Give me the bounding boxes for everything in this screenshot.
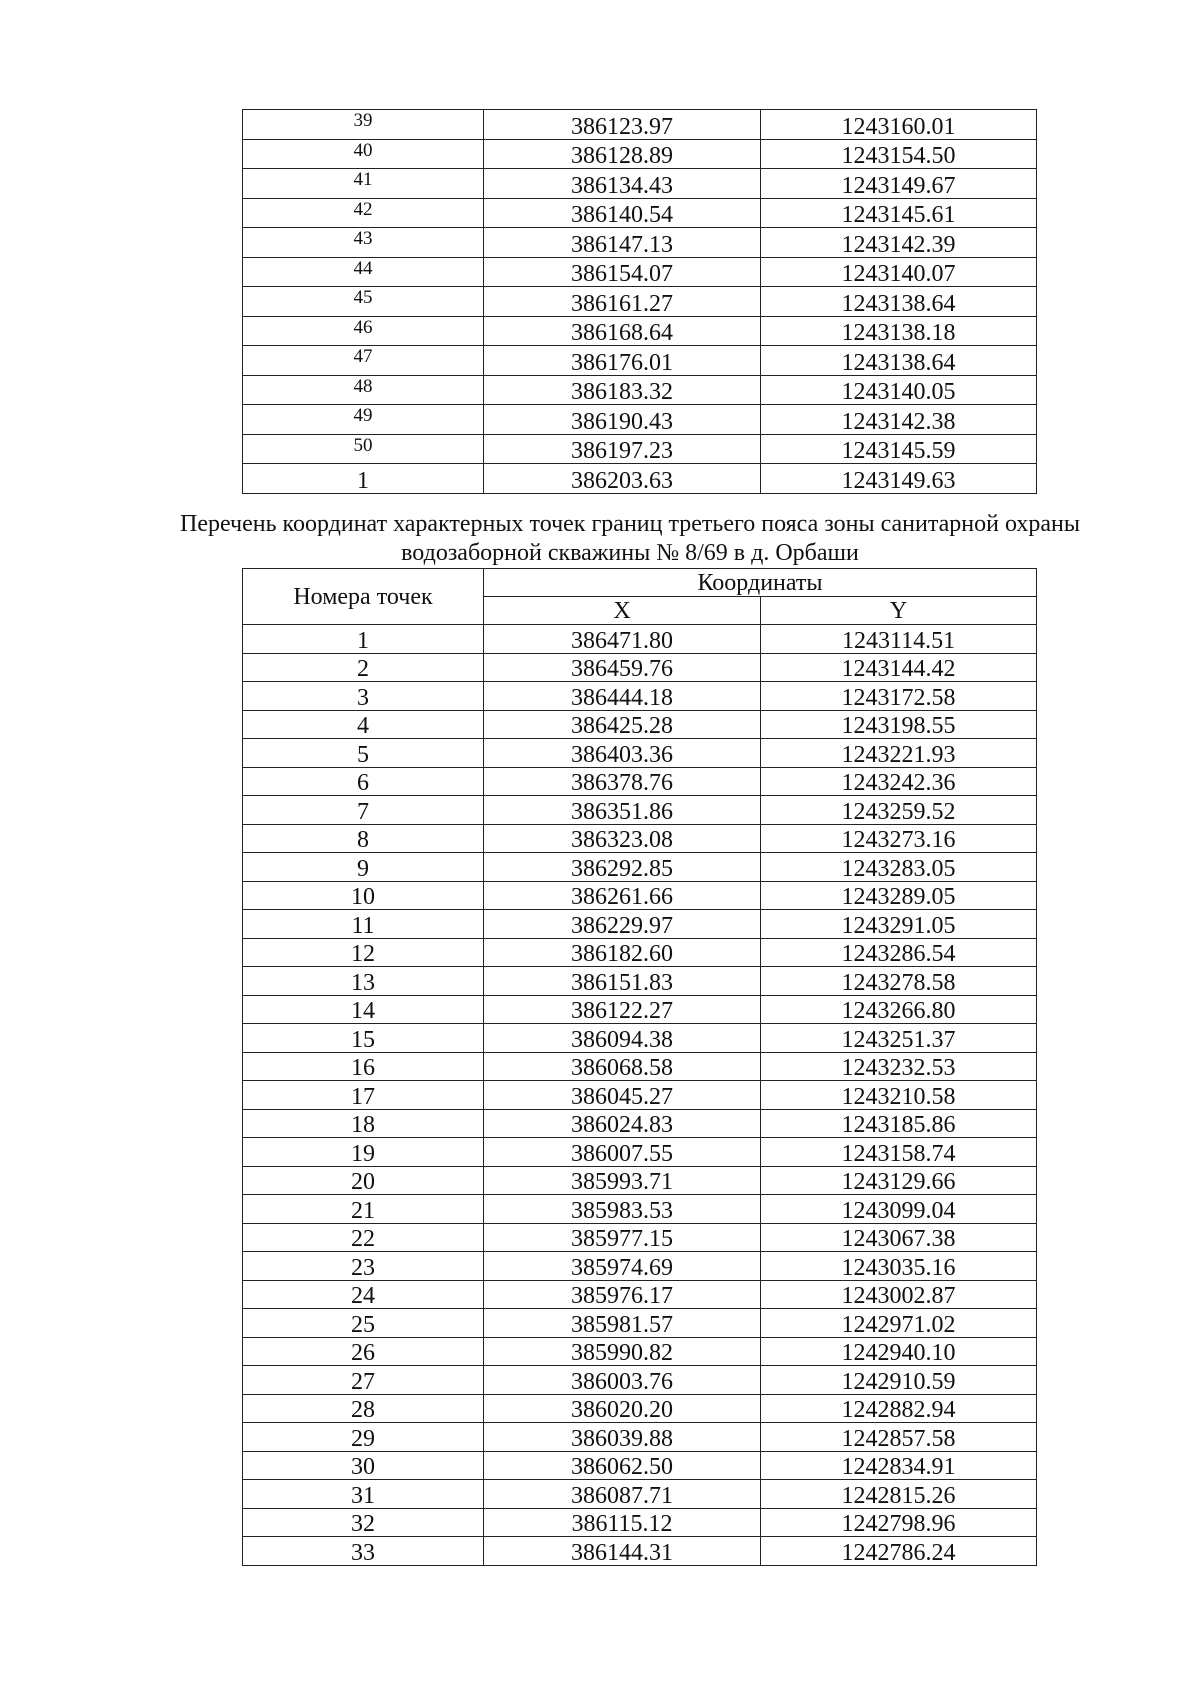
zone3-table-row: [243, 1024, 1037, 1053]
header-coordinates: Координаты: [484, 569, 1037, 597]
zone3-table-row: [243, 1223, 1037, 1252]
zone3-table-row: [243, 1052, 1037, 1081]
point-number-cell: 1: [243, 464, 484, 494]
x-coordinate-cell: 386292.85: [484, 853, 761, 882]
zone3-table-row: [243, 1423, 1037, 1452]
point-number-cell: 49: [243, 405, 484, 435]
x-coordinate-cell: 386261.66: [484, 881, 761, 910]
x-coordinate-cell: 386168.64: [484, 316, 761, 346]
x-coordinate-cell: 386378.76: [484, 767, 761, 796]
y-coordinate-cell: 1243149.63: [761, 464, 1037, 494]
x-coordinate-cell: 386024.83: [484, 1109, 761, 1138]
y-coordinate-cell: 1243289.05: [761, 881, 1037, 910]
continued-table-row: [243, 375, 1037, 405]
continued-table-row: [243, 139, 1037, 169]
y-coordinate-cell: 1243251.37: [761, 1024, 1037, 1053]
continued-table-row: [243, 198, 1037, 228]
point-number-cell: 27: [243, 1366, 484, 1395]
zone3-table-row: [243, 1309, 1037, 1338]
x-coordinate-cell: 386154.07: [484, 257, 761, 287]
y-coordinate-cell: 1243140.05: [761, 375, 1037, 405]
x-coordinate-cell: 386122.27: [484, 995, 761, 1024]
zone3-table-row: [243, 1480, 1037, 1509]
zone3-table-row: [243, 824, 1037, 853]
point-number-cell: 43: [243, 228, 484, 258]
x-coordinate-cell: 385981.57: [484, 1309, 761, 1338]
zone3-table-row: [243, 1537, 1037, 1566]
x-coordinate-cell: 385977.15: [484, 1223, 761, 1252]
point-number-cell: 48: [243, 375, 484, 405]
y-coordinate-cell: 1243273.16: [761, 824, 1037, 853]
header-x: X: [484, 597, 761, 625]
zone3-table-row: [243, 995, 1037, 1024]
x-coordinate-cell: 386003.76: [484, 1366, 761, 1395]
point-number-cell: 24: [243, 1280, 484, 1309]
point-number-cell: 31: [243, 1480, 484, 1509]
point-number-cell: 4: [243, 710, 484, 739]
point-number-cell: 1: [243, 625, 484, 654]
point-number-cell: 47: [243, 346, 484, 376]
point-number-cell: 5: [243, 739, 484, 768]
continued-table-row: [243, 110, 1037, 140]
x-coordinate-cell: 386151.83: [484, 967, 761, 996]
y-coordinate-cell: 1242882.94: [761, 1394, 1037, 1423]
x-coordinate-cell: 386020.20: [484, 1394, 761, 1423]
zone3-table-row: [243, 910, 1037, 939]
point-number-cell: 42: [243, 198, 484, 228]
x-coordinate-cell: 386094.38: [484, 1024, 761, 1053]
y-coordinate-cell: 1243149.67: [761, 169, 1037, 199]
y-coordinate-cell: 1242971.02: [761, 1309, 1037, 1338]
zone3-table-body: [243, 625, 1037, 1566]
y-coordinate-cell: 1242940.10: [761, 1337, 1037, 1366]
y-coordinate-cell: 1243142.38: [761, 405, 1037, 435]
zone3-table-row: [243, 1508, 1037, 1537]
y-coordinate-cell: 1243002.87: [761, 1280, 1037, 1309]
x-coordinate-cell: 385974.69: [484, 1252, 761, 1281]
x-coordinate-cell: 386197.23: [484, 434, 761, 464]
point-number-cell: 12: [243, 938, 484, 967]
point-number-cell: 15: [243, 1024, 484, 1053]
point-number-cell: 7: [243, 796, 484, 825]
point-number-cell: 28: [243, 1394, 484, 1423]
continued-table-row: [243, 434, 1037, 464]
zone3-table-row: [243, 1280, 1037, 1309]
point-number-cell: 22: [243, 1223, 484, 1252]
y-coordinate-cell: 1243160.01: [761, 110, 1037, 140]
point-number-cell: 29: [243, 1423, 484, 1452]
y-coordinate-cell: 1242786.24: [761, 1537, 1037, 1566]
point-number-cell: 50: [243, 434, 484, 464]
point-number-cell: 6: [243, 767, 484, 796]
zone3-table-row: [243, 1081, 1037, 1110]
point-number-cell: 16: [243, 1052, 484, 1081]
point-number-cell: 9: [243, 853, 484, 882]
point-number-cell: 23: [243, 1252, 484, 1281]
x-coordinate-cell: 386323.08: [484, 824, 761, 853]
y-coordinate-cell: 1243198.55: [761, 710, 1037, 739]
coordinates-table-continued: [242, 109, 1037, 494]
zone3-table-row: [243, 1195, 1037, 1224]
y-coordinate-cell: 1243283.05: [761, 853, 1037, 882]
x-coordinate-cell: 386007.55: [484, 1138, 761, 1167]
x-coordinate-cell: 386068.58: [484, 1052, 761, 1081]
zone3-table-row: [243, 1109, 1037, 1138]
point-number-cell: 10: [243, 881, 484, 910]
x-coordinate-cell: 386128.89: [484, 139, 761, 169]
y-coordinate-cell: 1243210.58: [761, 1081, 1037, 1110]
zone3-table-row: [243, 938, 1037, 967]
continued-table-row: [243, 228, 1037, 258]
y-coordinate-cell: 1243138.64: [761, 346, 1037, 376]
y-coordinate-cell: 1243138.64: [761, 287, 1037, 317]
x-coordinate-cell: 386039.88: [484, 1423, 761, 1452]
y-coordinate-cell: 1243099.04: [761, 1195, 1037, 1224]
point-number-cell: 19: [243, 1138, 484, 1167]
zone3-table-row: [243, 1366, 1037, 1395]
y-coordinate-cell: 1243242.36: [761, 767, 1037, 796]
x-coordinate-cell: 386403.36: [484, 739, 761, 768]
point-number-cell: 40: [243, 139, 484, 169]
y-coordinate-cell: 1242834.91: [761, 1451, 1037, 1480]
x-coordinate-cell: 385990.82: [484, 1337, 761, 1366]
x-coordinate-cell: 386471.80: [484, 625, 761, 654]
zone3-table-row: [243, 625, 1037, 654]
x-coordinate-cell: 386182.60: [484, 938, 761, 967]
zone3-table-row: [243, 1337, 1037, 1366]
y-coordinate-cell: 1243221.93: [761, 739, 1037, 768]
point-number-cell: 44: [243, 257, 484, 287]
zone3-table-row: [243, 767, 1037, 796]
continued-table-row: [243, 169, 1037, 199]
y-coordinate-cell: 1243140.07: [761, 257, 1037, 287]
y-coordinate-cell: 1243145.59: [761, 434, 1037, 464]
point-number-cell: 3: [243, 682, 484, 711]
y-coordinate-cell: 1243138.18: [761, 316, 1037, 346]
x-coordinate-cell: 386045.27: [484, 1081, 761, 1110]
header-y: Y: [761, 597, 1037, 625]
x-coordinate-cell: 386203.63: [484, 464, 761, 494]
zone3-table-row: [243, 739, 1037, 768]
zone3-table-row: [243, 1451, 1037, 1480]
continued-table-row: [243, 316, 1037, 346]
point-number-cell: 30: [243, 1451, 484, 1480]
point-number-cell: 11: [243, 910, 484, 939]
y-coordinate-cell: 1243145.61: [761, 198, 1037, 228]
continued-table-row: [243, 405, 1037, 435]
x-coordinate-cell: 386134.43: [484, 169, 761, 199]
zone3-table-row: [243, 1394, 1037, 1423]
x-coordinate-cell: 386229.97: [484, 910, 761, 939]
zone3-table-row: [243, 796, 1037, 825]
y-coordinate-cell: 1242910.59: [761, 1366, 1037, 1395]
x-coordinate-cell: 386351.86: [484, 796, 761, 825]
point-number-cell: 33: [243, 1537, 484, 1566]
point-number-cell: 2: [243, 653, 484, 682]
continued-table-row: [243, 464, 1037, 494]
point-number-cell: 8: [243, 824, 484, 853]
y-coordinate-cell: 1242857.58: [761, 1423, 1037, 1452]
point-number-cell: 18: [243, 1109, 484, 1138]
header-point-numbers: Номера точек: [243, 569, 484, 625]
x-coordinate-cell: 386459.76: [484, 653, 761, 682]
point-number-cell: 32: [243, 1508, 484, 1537]
x-coordinate-cell: 386062.50: [484, 1451, 761, 1480]
section-heading: Перечень координат характерных точек границ третьего пояса зоны санитарной охраны водозаборной скважины № 8/69 в д. Орбаши: [179, 511, 1081, 566]
point-number-cell: 17: [243, 1081, 484, 1110]
x-coordinate-cell: 386444.18: [484, 682, 761, 711]
x-coordinate-cell: 385983.53: [484, 1195, 761, 1224]
point-number-cell: 14: [243, 995, 484, 1024]
y-coordinate-cell: 1243129.66: [761, 1166, 1037, 1195]
y-coordinate-cell: 1243172.58: [761, 682, 1037, 711]
y-coordinate-cell: 1243259.52: [761, 796, 1037, 825]
y-coordinate-cell: 1243266.80: [761, 995, 1037, 1024]
zone3-table-row: [243, 682, 1037, 711]
x-coordinate-cell: 386161.27: [484, 287, 761, 317]
point-number-cell: 25: [243, 1309, 484, 1338]
y-coordinate-cell: 1243035.16: [761, 1252, 1037, 1281]
x-coordinate-cell: 386087.71: [484, 1480, 761, 1509]
zone3-table-row: [243, 1138, 1037, 1167]
x-coordinate-cell: 386140.54: [484, 198, 761, 228]
zone3-table-row: [243, 881, 1037, 910]
header-row-top: [243, 569, 1037, 597]
x-coordinate-cell: 385976.17: [484, 1280, 761, 1309]
continued-table-row: [243, 346, 1037, 376]
y-coordinate-cell: 1243286.54: [761, 938, 1037, 967]
point-number-cell: 41: [243, 169, 484, 199]
point-number-cell: 20: [243, 1166, 484, 1195]
continued-table-row: [243, 257, 1037, 287]
y-coordinate-cell: 1243142.39: [761, 228, 1037, 258]
y-coordinate-cell: 1243232.53: [761, 1052, 1037, 1081]
y-coordinate-cell: 1243158.74: [761, 1138, 1037, 1167]
point-number-cell: 13: [243, 967, 484, 996]
x-coordinate-cell: 386123.97: [484, 110, 761, 140]
point-number-cell: 46: [243, 316, 484, 346]
point-number-cell: 21: [243, 1195, 484, 1224]
y-coordinate-cell: 1242815.26: [761, 1480, 1037, 1509]
zone3-table-row: [243, 967, 1037, 996]
x-coordinate-cell: 386190.43: [484, 405, 761, 435]
x-coordinate-cell: 386115.12: [484, 1508, 761, 1537]
zone3-table-row: [243, 653, 1037, 682]
y-coordinate-cell: 1243291.05: [761, 910, 1037, 939]
zone3-table-row: [243, 710, 1037, 739]
zone3-table-row: [243, 1166, 1037, 1195]
x-coordinate-cell: 386144.31: [484, 1537, 761, 1566]
y-coordinate-cell: 1243185.86: [761, 1109, 1037, 1138]
zone3-coordinates-table: [242, 568, 1037, 1566]
x-coordinate-cell: 386176.01: [484, 346, 761, 376]
x-coordinate-cell: 386425.28: [484, 710, 761, 739]
point-number-cell: 39: [243, 110, 484, 140]
x-coordinate-cell: 386147.13: [484, 228, 761, 258]
point-number-cell: 45: [243, 287, 484, 317]
point-number-cell: 26: [243, 1337, 484, 1366]
zone3-table-row: [243, 1252, 1037, 1281]
y-coordinate-cell: 1243278.58: [761, 967, 1037, 996]
y-coordinate-cell: 1243114.51: [761, 625, 1037, 654]
continued-table-row: [243, 287, 1037, 317]
y-coordinate-cell: 1243154.50: [761, 139, 1037, 169]
zone3-table-header: [243, 569, 1037, 625]
continued-table-body: [243, 110, 1037, 494]
zone3-table-row: [243, 853, 1037, 882]
y-coordinate-cell: 1243144.42: [761, 653, 1037, 682]
x-coordinate-cell: 386183.32: [484, 375, 761, 405]
y-coordinate-cell: 1242798.96: [761, 1508, 1037, 1537]
y-coordinate-cell: 1243067.38: [761, 1223, 1037, 1252]
x-coordinate-cell: 385993.71: [484, 1166, 761, 1195]
